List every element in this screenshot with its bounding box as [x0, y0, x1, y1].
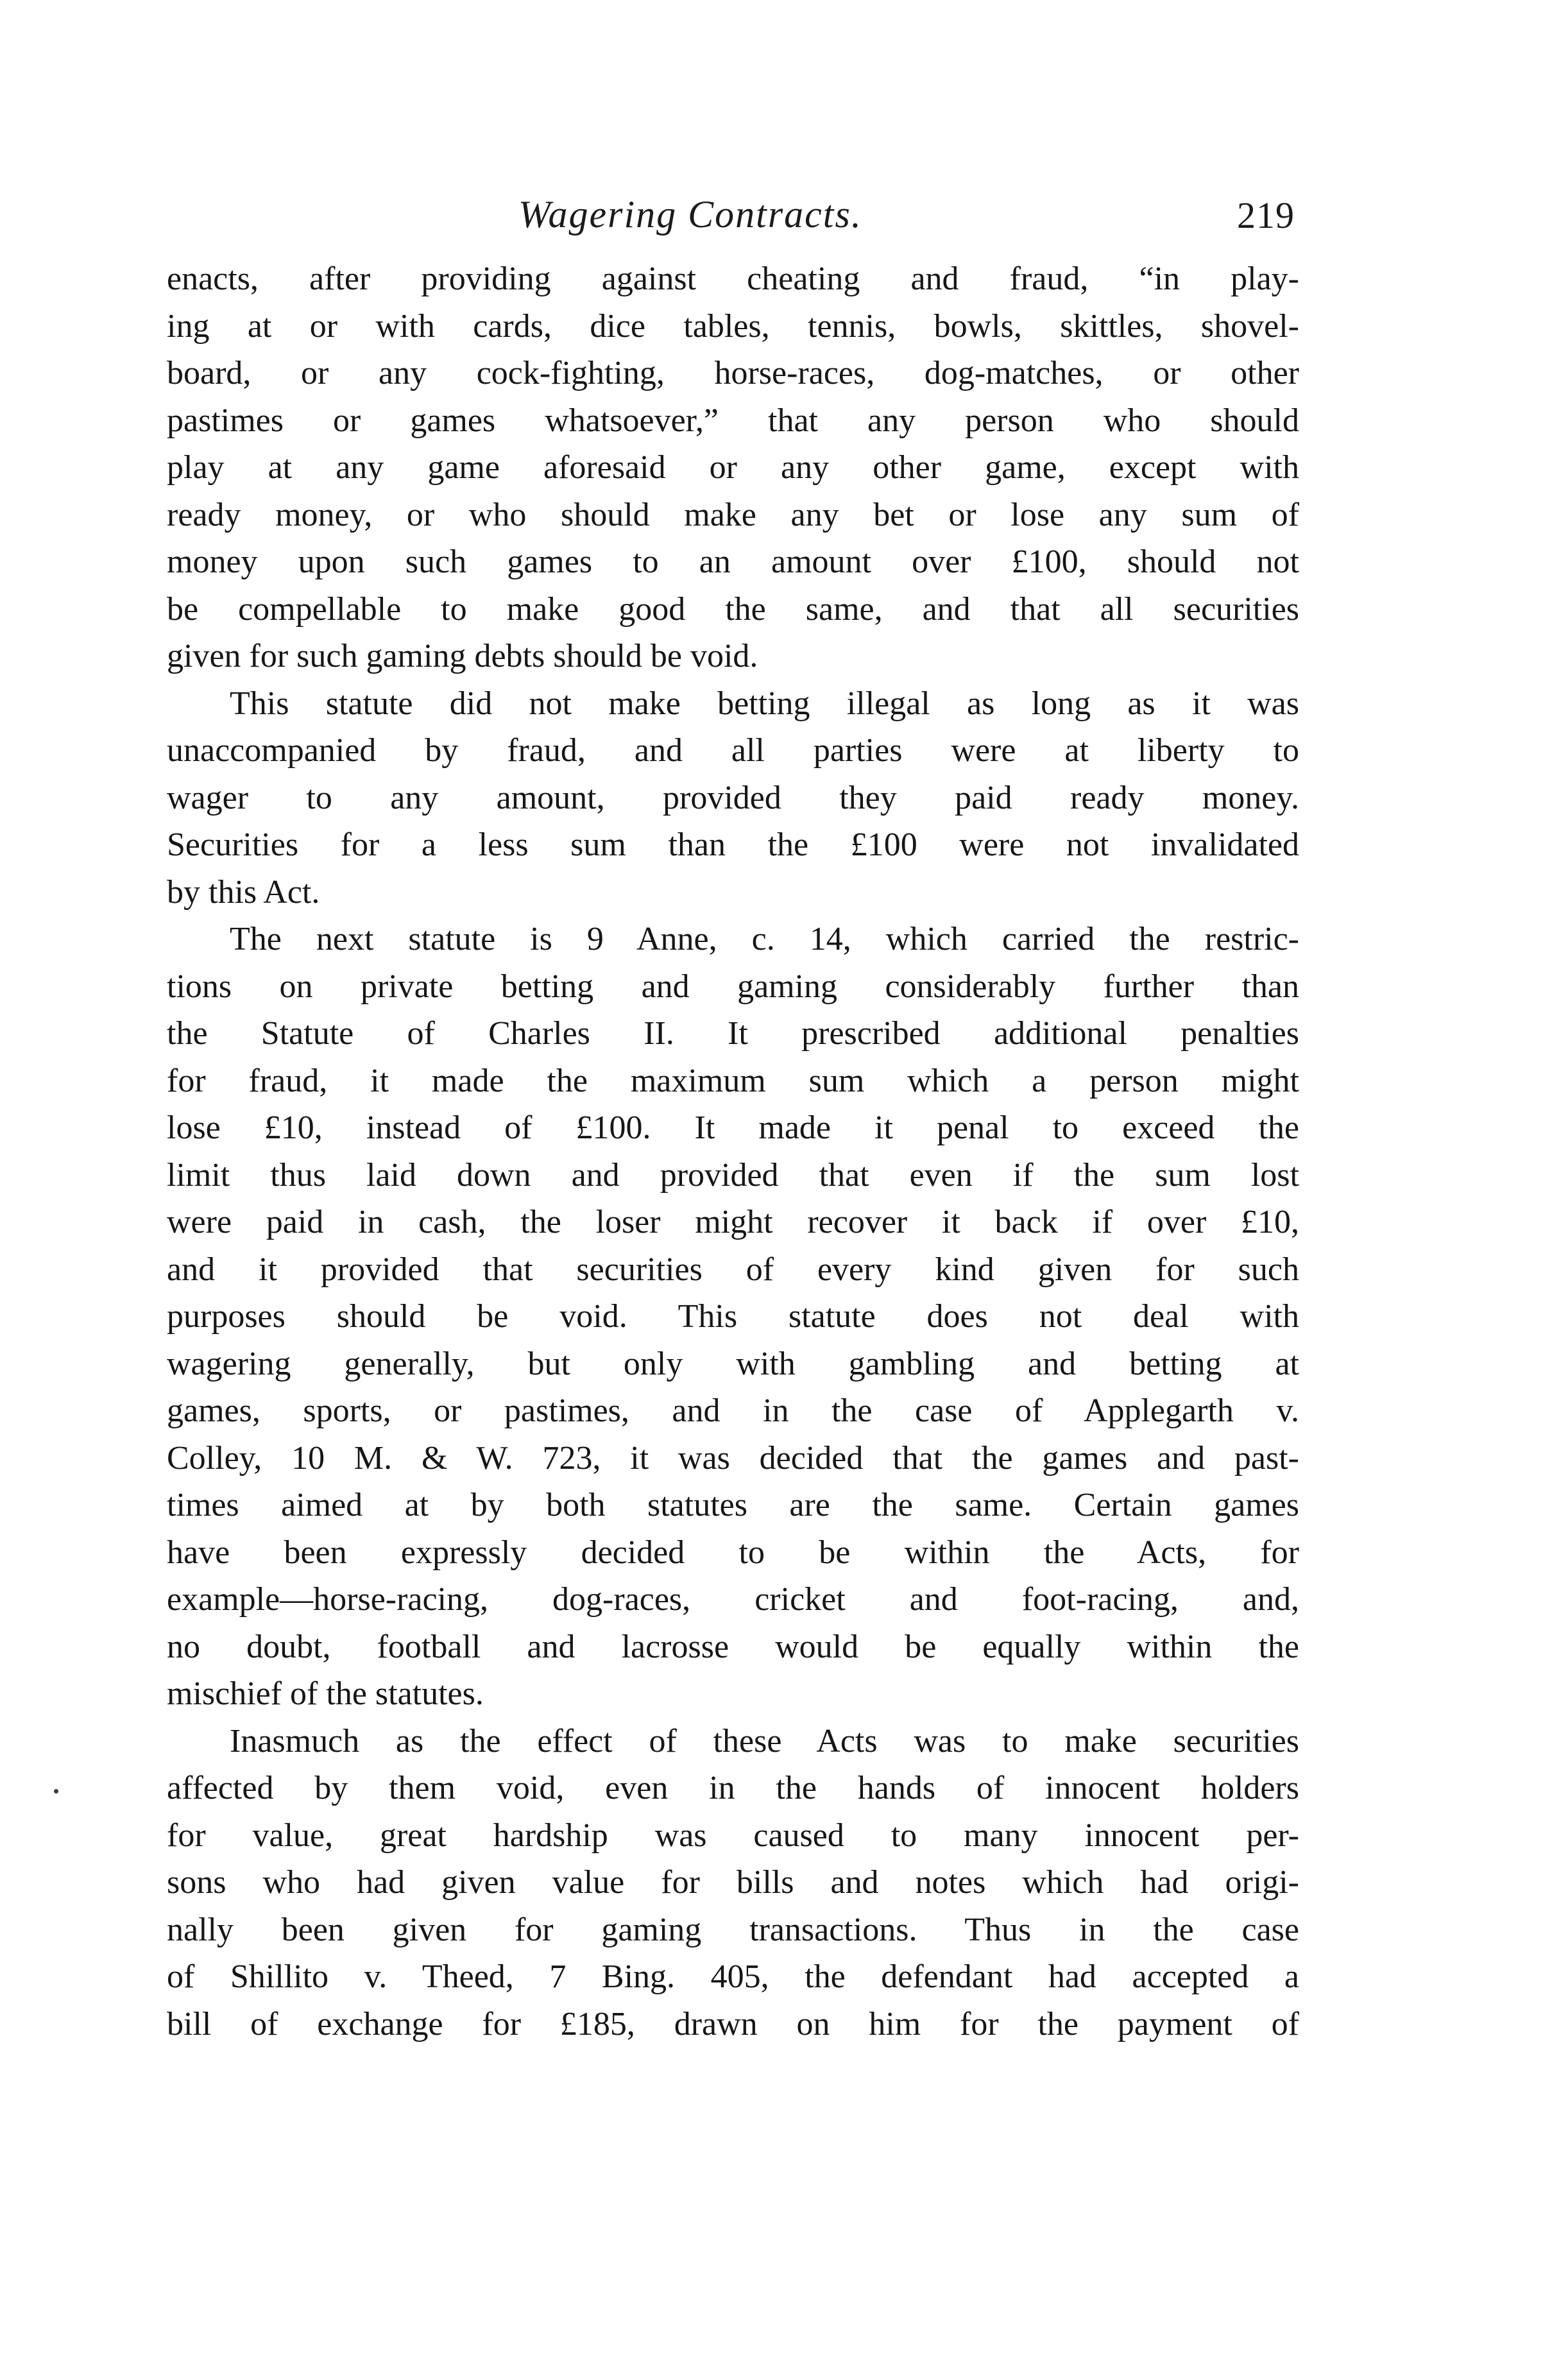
paragraph-start-line: This statute did not make betting illegal as long as it was [230, 685, 1299, 722]
text-line: nally been given for gaming transactions. Thus in the case [167, 1911, 1299, 1948]
text-line: pastimes or games whatsoever,” that any person who should [167, 402, 1299, 439]
paragraph-start-line: The next statute is 9 Anne, c. 14, which carried the restric- [230, 921, 1299, 957]
text-line: for fraud, it made the maximum sum which a person might [167, 1062, 1299, 1099]
text-line: were paid in cash, the loser might recover it back if over £10, [167, 1204, 1299, 1240]
page-number: 219 [1237, 194, 1295, 236]
text-line: example—horse-racing, dog-races, cricket and foot-racing, and, [167, 1581, 1299, 1618]
text-line: be compellable to make good the same, and that all securities [167, 590, 1299, 628]
paragraph-end-line: by this Act. [167, 873, 320, 911]
text-line: for value, great hardship was caused to many innocent per- [167, 1817, 1299, 1854]
paragraph-end-line: mischief of the statutes. [167, 1675, 484, 1712]
text-line: Colley, 10 M. & W. 723, it was decided that the games and past- [167, 1439, 1299, 1477]
text-line: no doubt, football and lacrosse would be equally within the [167, 1628, 1299, 1665]
text-line: tions on private betting and gaming considerably further than [167, 968, 1299, 1005]
text-line: wager to any amount, provided they paid ready money. [167, 779, 1299, 816]
text-line: Securities for a less sum than the £100 were not invalidated [167, 826, 1299, 863]
text-line: games, sports, or pastimes, and in the case of Applegarth v. [167, 1392, 1299, 1429]
text-line: bill of exchange for £185, drawn on him for the payment of [167, 2005, 1299, 2042]
text-line: the Statute of Charles II. It prescribed additional penalties [167, 1015, 1299, 1052]
text-line: affected by them void, even in the hands of innocent holders [167, 1770, 1299, 1806]
text-line: ing at or with cards, dice tables, tennis, bowls, skittles, shovel- [167, 307, 1299, 345]
text-line: limit thus laid down and provided that even if the sum lost [167, 1156, 1299, 1194]
paragraph-end-line: given for such gaming debts should be void. [167, 638, 758, 674]
text-line: have been expressly decided to be within the Acts, for [167, 1534, 1299, 1571]
body-text [167, 255, 1299, 2048]
text-line: board, or any cock-fighting, horse-races, dog-matches, or other [167, 355, 1299, 391]
text-line: unaccompanied by fraud, and all parties were at liberty to [167, 732, 1299, 769]
paragraph-start-line: Inasmuch as the effect of these Acts was to make securities [230, 1722, 1299, 1759]
text-line: ready money, or who should make any bet or lose any sum of [167, 496, 1299, 533]
running-head [0, 193, 1543, 244]
text-line: wagering generally, but only with gambling and betting at [167, 1345, 1299, 1382]
text-line: purposes should be void. This statute does not deal with [167, 1298, 1299, 1335]
text-line: play at any game aforesaid or any other game, except with [167, 449, 1299, 486]
text-line: times aimed at by both statutes are the same. Certain games [167, 1487, 1299, 1523]
margin-speck [54, 1789, 58, 1794]
text-line: money upon such games to an amount over £100, should not [167, 544, 1299, 580]
text-line: and it provided that securities of every kind given for such [167, 1251, 1299, 1288]
running-title: Wagering Contracts. [518, 193, 862, 235]
text-line: of Shillito v. Theed, 7 Bing. 405, the defendant had accepted a [167, 1958, 1299, 1995]
text-line: sons who had given value for bills and notes which had origi- [167, 1864, 1299, 1901]
text-line: enacts, after providing against cheating and fraud, “in play- [167, 261, 1299, 297]
text-line: lose £10, instead of £100. It made it penal to exceed the [167, 1109, 1299, 1146]
